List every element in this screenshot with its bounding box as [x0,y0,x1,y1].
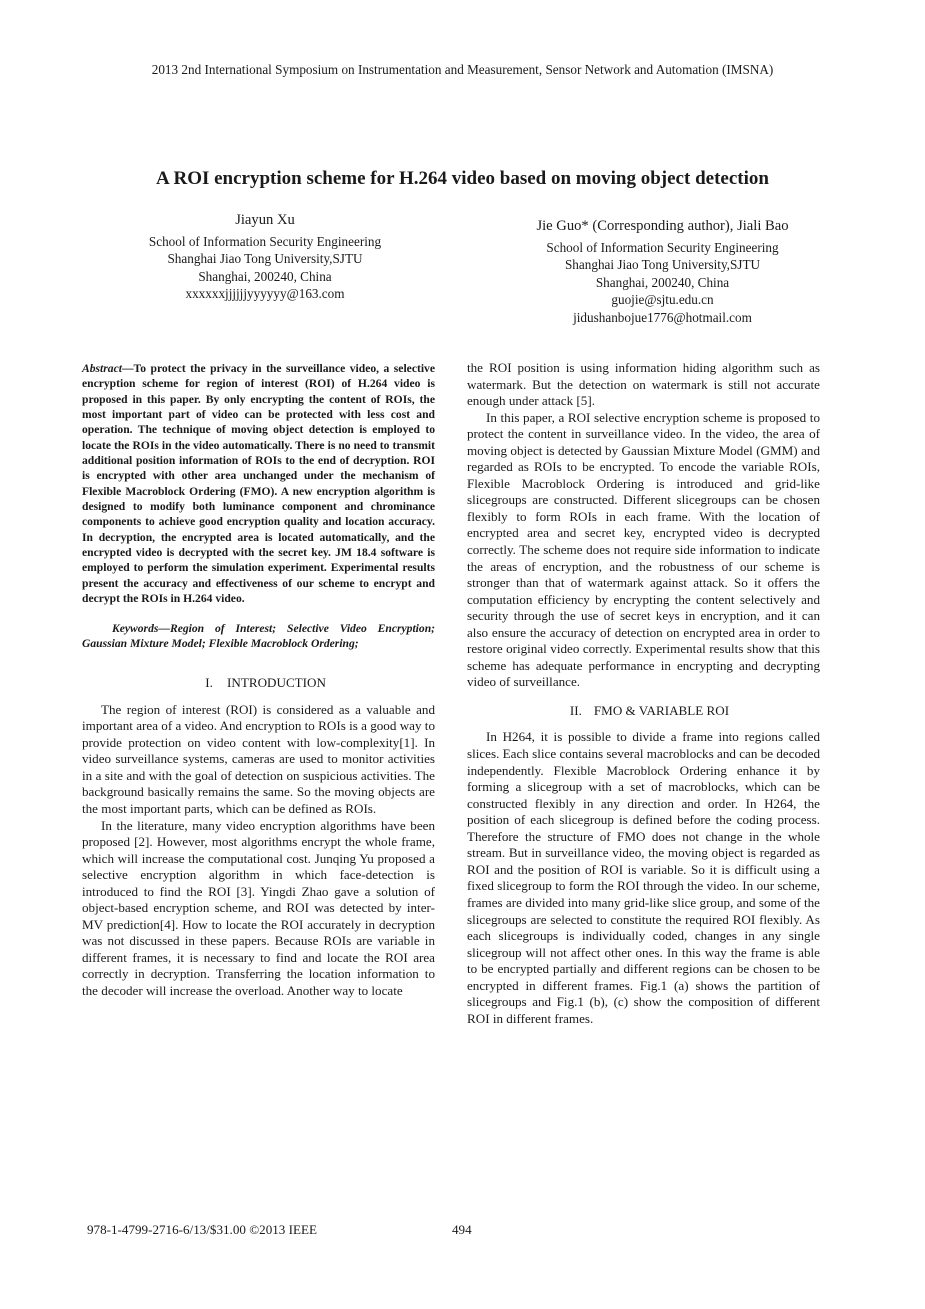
author-name: Jie Guo* (Corresponding author), Jiali Bao [536,218,789,234]
conference-header: 2013 2nd International Symposium on Instrumentation and Measurement, Sensor Network and Automation (IMSNA) [151,62,774,77]
author-affiliation-line: Shanghai Jiao Tong University,SJTU [564,257,761,272]
author-name: Jiayun Xu [235,212,295,228]
paragraph: In H264, it is possible to divide a frame into regions called slices. Each slice contains several macroblocks and can be decoded independently. Flexible Macroblock Ordering enhance it by forming a slicegroup with a set of macroblocks, which can be constructed flexibly in any direction and order. In H264, the position of each slicegroup is defined before the coding process. Therefore the structure of FMO does not change in the whole stream. But in surveillance video, the moving object is regarded as ROI and the position of ROI is variable. So it is difficult using a fixed slicegroup to form the ROI through the video. In our scheme, frames are divided into many grid-like slice group, and some of the slicegroups are selected to constitute the required ROI flexibly. As each slicegroups is individually coded, changes in any single slicegroup will not affect other ones. In this way the frame is able to be encrypted partially and different regions can be chosen to be encrypted in different frames. Fig.1 (a) shows the partition of slicegroups and Fig.1 (b), (c) show the composition of different ROI in different frames. [467,729,820,1026]
author-affiliation-line: Shanghai Jiao Tong University,SJTU [167,251,363,266]
section-heading-introduction [82,675,435,692]
paper-title: A ROI encryption scheme for H.264 video based on moving object detection [156,168,769,189]
author-email: xxxxxxjjjjjjyyyyyy@163.com [185,286,345,301]
right-column [467,360,820,1027]
abstract-text: To protect the privacy in the surveillance video, a selective encryption scheme for region of interest (ROI) of H.264 video is proposed in this paper. By only encrypting the content of ROIs, the most important part of video can be protected with less cost and operation. The technique of moving object detection is employed to locate the ROIs in the video automatically. There is no need to transmit additional position information of ROIs to the end of decryption. ROI is encrypted with other area unchanged under the mechanism of Flexible Macroblock Ordering (FMO). A new encryption algorithm is designed to modify both luminance component and chrominance components to achieve good encryption quality and location accuracy. In decryption, the encrypted area is located automatically, and the encrypted video is decrypted with the secret key. JM 18.4 software is employed to perform the simulation experiment. Experimental results present the accuracy and effectiveness of our scheme to encrypt and decrypt the ROIs in H.264 video. [82,362,435,606]
author-affiliation-line: School of Information Security Engineering [148,233,382,249]
abstract-label: Abstract— [82,362,134,375]
paragraph: In the literature, many video encryption algorithms have been proposed [2]. However, most algorithms encrypt the whole frame, which will increase the computational cost. Junqing Yu proposed a selective encryption algorithm in which face-detection is introduced to find the ROI [3]. Yingdi Zhao gave a solution of object-based encryption scheme, and ROI was detected by inter-MV prediction[4]. How to locate the ROI accurately in decryption was not discussed in these papers. Because ROIs are variable in different frames, it is necessary to find and locate the ROI area correctly in decryption. Transferring the location information to the decoder will increase the overload. Another way to locate [82,817,435,999]
left-column [82,361,435,1000]
paragraph: In this paper, a ROI selective encryption scheme is proposed to protect the content in surveillance video. In the video, the area of moving object is detected by Gaussian Mixture Model (GMM) and regarded as ROIs to be encrypted. To encode the variable ROIs, Flexible Macroblock Ordering is introduced and grid-like slicegroups are constructed. Different slicegroups can be chosen flexibly to form ROIs in each frame. With the location of encrypted area and secret key, encrypted video is decrypted correctly. The scheme does not require side information to indicate the areas of encryption, and the robustness of our scheme is stronger than that of watermark against attack. So it offers the computation efficiency by encrypting the content selectively and security through the use of secret keys in encryption, and it can also ensure the accuracy of detection on encrypted area in order to restore original video correctly. Experimental results show that this scheme has adequate performance in encrypting and decrypting video of surveillance. [467,409,820,690]
page-number: 494 [452,1222,472,1237]
author-affiliation-line: Shanghai, 200240, China [595,274,730,290]
section-title: INTRODUCTION [227,675,326,691]
author-block-2 [455,218,870,326]
author-affiliation-line: School of Information Security Engineering [546,239,779,255]
keywords: Keywords—Region of Interest; Selective Video Encryption; Gaussian Mixture Model; Flexible Macroblock Ordering; [82,621,435,650]
section-number: II. [569,702,582,718]
author-email: guojie@sjtu.edu.cn [611,292,714,307]
abstract [82,361,435,607]
section-number: I. [205,675,213,691]
section-title: FMO & VARIABLE ROI [593,702,730,718]
paragraph: The region of interest (ROI) is considered as a valuable and important area of a video. And encryption to ROIs is a good way to provide protection on video content with low-complexity[1]. In video surveillance systems, cameras are used to monitor activities in a site and with the goal of detection on suspicious activities. The background basically remains the same. So the moving objects are the most important parts, which can be defined as ROIs. [82,701,435,817]
section-heading-fmo [467,703,820,720]
copyright-footer: 978-1-4799-2716-6/13/$31.00 ©2013 IEEE [87,1222,317,1237]
author-email: jidushanbojue1776@hotmail.com [573,309,752,325]
author-block-1 [65,212,465,303]
paragraph: the ROI position is using information hiding algorithm such as watermark. But the detection on watermark is still not accurate enough under attack [5]. [467,360,820,409]
author-affiliation-line: Shanghai, 200240, China [198,268,332,284]
